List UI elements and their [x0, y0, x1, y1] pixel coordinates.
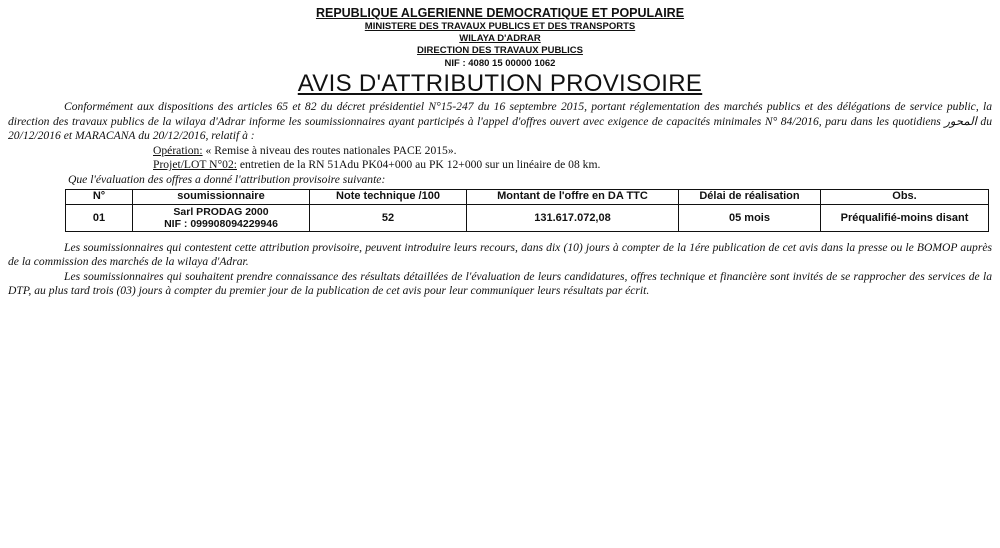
ministry-line: MINISTERE DES TRAVAUX PUBLICS ET DES TRANSPORTS	[364, 21, 636, 32]
col-amount-header: Montant de l'offre en DA TTC	[467, 189, 679, 204]
col-obs-header: Obs.	[821, 189, 989, 204]
cell-amount: 131.617.072,08	[467, 204, 679, 231]
table-row	[66, 204, 989, 231]
col-note-header: Note technique /100	[310, 189, 467, 204]
bidder-nif: NIF : 099908094229946	[164, 217, 278, 230]
cell-note: 52	[310, 204, 467, 231]
wilaya-line: WILAYA D'ADRAR	[459, 33, 541, 44]
cell-delay: 05 mois	[679, 204, 821, 231]
notice-page	[0, 5, 1000, 548]
lot-label: Projet/LOT N°02:	[153, 158, 237, 171]
lot-text: entretien de la RN 51Adu PK04+000 au PK 12+000 sur un linéaire de 08 km.	[236, 158, 601, 171]
col-bidder-header: soumissionnaire	[133, 189, 310, 204]
col-delay-header: Délai de réalisation	[679, 189, 821, 204]
operation-label: Opération:	[153, 143, 203, 157]
notice-title: AVIS D'ATTRIBUTION PROVISOIRE	[297, 70, 703, 97]
cell-bidder	[133, 204, 310, 231]
letterhead	[8, 5, 992, 70]
intro-paragraph: Conformément aux dispositions des articles 65 et 82 du décret présidentiel N°15-247 du 16 septembre 2015, portant réglementation des marchés publics et des délégations de service public, la direction des travaux publics de la wilaya d'Adrar informe les soumissionnaires ayant participés à l'appel d'offres ouvert avec exigence de capacités minimales N° 84/2016, paru dans les quotidiens المحور du 20/12/2016 et MARACANA du 20/12/2016, relatif à :	[8, 100, 992, 142]
results-paragraph: Les soumissionnaires qui souhaitent prendre connaissance des résultats détaillées de l'évaluation de leurs candidatures, offres technique et financière sont invités de se rapprocher des services de la DTP, au plus tard trois (03) jours à compter du premier jour de la publication de cet avis pour leur communiquer leurs résultats par écrit.	[8, 269, 992, 297]
lot-line	[153, 158, 992, 173]
republic-line: REPUBLIQUE ALGERIENNE DEMOCRATIQUE ET POPULAIRE	[315, 6, 685, 20]
cell-num: 01	[66, 204, 133, 231]
evaluation-line: Que l'évaluation des offres a donné l'attribution provisoire suivante:	[68, 172, 386, 186]
cell-obs: Préqualifié-moins disant	[821, 204, 989, 231]
col-num-header: N°	[66, 189, 133, 204]
direction-line: DIRECTION DES TRAVAUX PUBLICS	[417, 45, 583, 56]
nif-line: NIF : 4080 15 00000 1062	[444, 58, 556, 69]
appeal-paragraph: Les soumissionnaires qui contestent cette attribution provisoire, peuvent introduire leurs recours, dans dix (10) jours à compter de la 1ére publication de cet avis dans la presse ou le BOMOP auprès de la commission des marchés de la wilaya d'Adrar.	[8, 240, 992, 268]
bidder-name: Sarl PRODAG 2000	[173, 205, 269, 218]
results-table	[65, 189, 989, 232]
operation-text: « Remise à niveau des routes nationales PACE 2015».	[202, 143, 457, 157]
table-header-row	[66, 189, 989, 204]
operation-line	[153, 144, 992, 159]
